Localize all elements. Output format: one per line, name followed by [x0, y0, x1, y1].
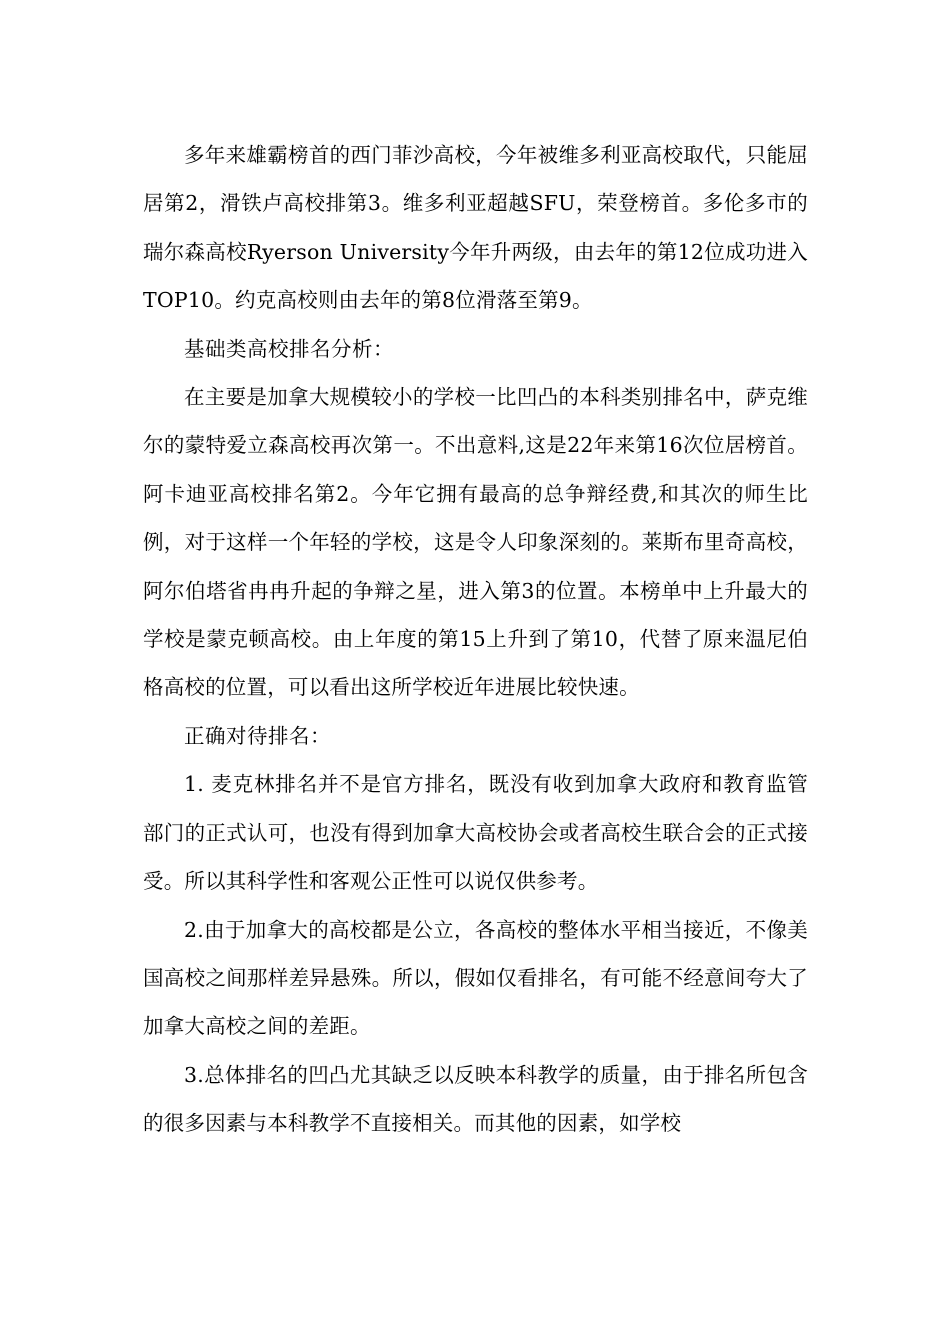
paragraph-basic-ranking-analysis: 在主要是加拿大规模较小的学校一比凹凸的本科类别排名中，萨克维尔的蒙特爱立森高校再次第一。不出意料,这是22年来第16次位居榜首。阿卡迪亚高校排名第2。今年它拥有最高的总争辩经费,和其次的师生比例，对于这样一个年轻的学校，这是令人印象深刻的。莱斯布里奇高校，阿尔伯塔省冉冉升起的争辩之星，进入第3的位置。本榜单中上升最大的学校是蒙克顿高校。由上年度的第15上升到了第10，代替了原来温尼伯格高校的位置，可以看出这所学校近年进展比较快速。	[143, 385, 808, 700]
paragraph-ranking-overview: 多年来雄霸榜首的西门菲沙高校，今年被维多利亚高校取代，只能屈居第2，滑铁卢高校排第3。维多利亚超越SFU，荣登榜首。多伦多市的瑞尔森高校Ryerson University今年升两级，由去年的第12位成功进入TOP10。约克高校则由去年的第8位滑落至第9。	[143, 143, 808, 313]
document-body	[143, 131, 808, 1148]
paragraph-point-1: 1. 麦克林排名并不是官方排名，既没有收到加拿大政府和教育监管部门的正式认可，也没有得到加拿大高校协会或者高校生联合会的正式接受。所以其科学性和客观公正性可以说仅供参考。	[143, 772, 808, 894]
section-heading-treat-ranking: 正确对待排名：	[184, 723, 331, 748]
section-heading-basic-ranking: 基础类高校排名分析：	[184, 336, 394, 361]
paragraph-point-2: 2.由于加拿大的高校都是公立，各高校的整体水平相当接近，不像美国高校之间那样差异悬殊。所以，假如仅看排名，有可能不经意间夸大了加拿大高校之间的差距。	[143, 917, 808, 1039]
paragraph-point-3: 3.总体排名的凹凸尤其缺乏以反映本科教学的质量，由于排名所包含的很多因素与本科教学不直接相关。而其他的因素，如学校	[143, 1062, 808, 1136]
